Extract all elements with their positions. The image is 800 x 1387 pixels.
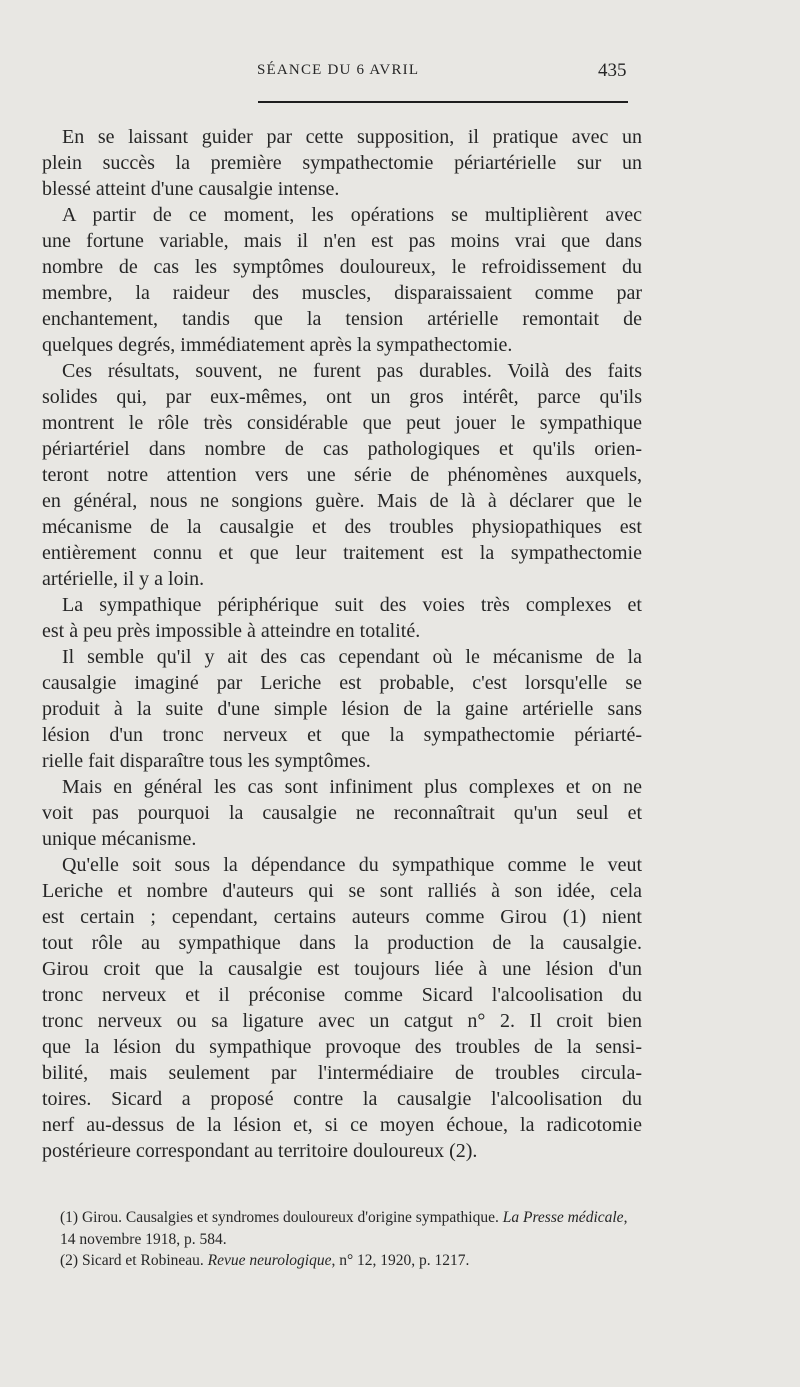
running-title: SÉANCE DU 6 AVRIL <box>257 62 420 78</box>
footnote-1 <box>42 1207 642 1248</box>
body-text <box>42 124 642 1164</box>
text-line: en général, nous ne songions guère. Mais de là à déclarer que le <box>42 490 642 512</box>
text-line: rielle fait disparaître tous les symptômes. <box>42 750 371 772</box>
text-line: membre, la raideur des muscles, disparaissaient comme par <box>42 282 642 304</box>
text-line: En se laissant guider par cette supposition, il pratique avec un <box>62 126 642 148</box>
text-line: postérieure correspondant au territoire douloureux (2). <box>42 1140 478 1162</box>
footnote-2-rest: , n° 12, 1920, p. 1217. <box>331 1252 470 1269</box>
text-line: blessé atteint d'une causalgie intense. <box>42 178 340 200</box>
footnote-2-journal: Revue neurologique <box>207 1252 332 1269</box>
footnotes <box>42 1207 642 1272</box>
text-line: teront notre attention vers une série de phénomènes auxquels, <box>42 464 642 486</box>
running-header <box>0 62 800 86</box>
text-line: bilité, mais seulement par l'intermédiaire de troubles circula- <box>42 1062 642 1084</box>
text-line: toires. Sicard a proposé contre la causalgie l'alcoolisation du <box>42 1088 642 1110</box>
text-line: Mais en général les cas sont infiniment plus complexes et on ne <box>62 776 642 798</box>
text-line: nombre de cas les symptômes douloureux, le refroidissement du <box>42 256 642 278</box>
text-line: quelques degrés, immédiatement après la sympathectomie. <box>42 334 513 356</box>
footnote-1-rest: , 14 novembre 1918, p. 584. <box>60 1209 628 1248</box>
text-line: Leriche et nombre d'auteurs qui se sont ralliés à son idée, cela <box>42 880 642 902</box>
footnote-2 <box>42 1250 642 1272</box>
text-line: artérielle, il y a loin. <box>42 568 205 590</box>
text-line: solides qui, par eux-mêmes, ont un gros intérêt, parce qu'ils <box>42 386 642 408</box>
footnote-1-lead: (1) Girou. Causalgies et syndromes douloureux d'origine sympathique. <box>60 1209 503 1226</box>
text-line: Il semble qu'il y ait des cas cependant où le mécanisme de la <box>62 646 642 668</box>
page-number: 435 <box>598 60 627 81</box>
text-line: montrent le rôle très considérable que peut jouer le sympathique <box>42 412 642 434</box>
text-line: une fortune variable, mais il n'en est pas moins vrai que dans <box>42 230 642 252</box>
text-line: périartériel dans nombre de cas pathologiques et qu'ils orien- <box>42 438 642 460</box>
text-line: unique mécanisme. <box>42 828 197 850</box>
text-line: que la lésion du sympathique provoque des troubles de la sensi- <box>42 1036 642 1058</box>
header-rule <box>258 101 628 103</box>
text-line: lésion d'un tronc nerveux et que la sympathectomie périarté- <box>42 724 642 746</box>
text-line: Girou croit que la causalgie est toujours liée à une lésion d'un <box>42 958 642 980</box>
text-line: A partir de ce moment, les opérations se multiplièrent avec <box>62 204 642 226</box>
text-line: produit à la suite d'une simple lésion de la gaine artérielle sans <box>42 698 642 720</box>
footnote-2-lead: (2) Sicard et Robineau. <box>60 1252 208 1269</box>
footnote-1-journal: La Presse médicale <box>502 1209 624 1226</box>
text-line: tronc nerveux ou sa ligature avec un catgut n° 2. Il croit bien <box>42 1010 642 1032</box>
text-line: entièrement connu et que leur traitement est la sympathectomie <box>42 542 642 564</box>
text-line: voit pas pourquoi la causalgie ne reconnaîtrait qu'un seul et <box>42 802 642 824</box>
text-line: tronc nerveux et il préconise comme Sicard l'alcoolisation du <box>42 984 642 1006</box>
text-line: Ces résultats, souvent, ne furent pas durables. Voilà des faits <box>62 360 642 382</box>
text-line: tout rôle au sympathique dans la production de la causalgie. <box>42 932 642 954</box>
text-line: La sympathique périphérique suit des voies très complexes et <box>62 594 642 616</box>
text-line: Qu'elle soit sous la dépendance du sympathique comme le veut <box>62 854 642 876</box>
text-line: plein succès la première sympathectomie périartérielle sur un <box>42 152 642 174</box>
text-line: causalgie imaginé par Leriche est probable, c'est lorsqu'elle se <box>42 672 642 694</box>
text-line: mécanisme de la causalgie et des troubles physiopathiques est <box>42 516 642 538</box>
text-line: est certain ; cependant, certains auteurs comme Girou (1) nient <box>42 906 642 928</box>
text-line: est à peu près impossible à atteindre en totalité. <box>42 620 421 642</box>
text-line: nerf au-dessus de la lésion et, si ce moyen échoue, la radicotomie <box>42 1114 642 1136</box>
text-line: enchantement, tandis que la tension artérielle remontait de <box>42 308 642 330</box>
